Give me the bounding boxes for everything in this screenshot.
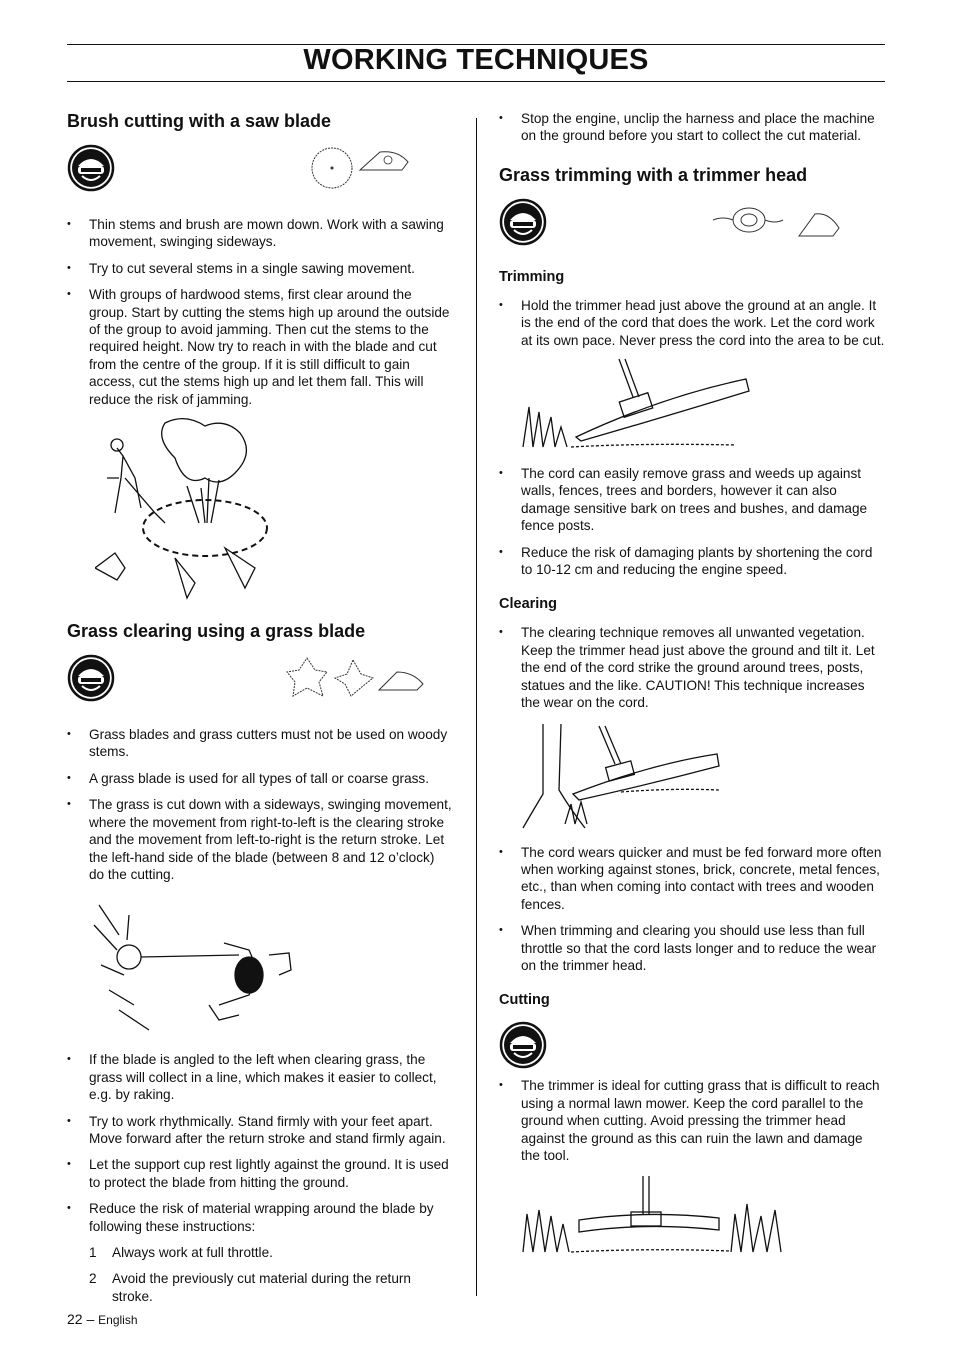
equipment-icons	[499, 1021, 885, 1069]
subheading-trimming: Trimming	[499, 268, 565, 285]
protective-gear-icon	[499, 198, 547, 246]
cutting-list	[499, 1077, 885, 1164]
page-number: 22	[67, 1311, 83, 1327]
step-item: 2 Avoid the previously cut material during the return stroke.	[89, 1271, 411, 1304]
list-item: • When trimming and clearing you should use less than full throttle so that the cord lasts longer and to reduce the wear on the trimmer head.	[499, 922, 885, 974]
list-item: • With groups of hardwood stems, first clear around the group. Start by cutting the stems high up around the outside of the group to avoid jamming. Then cut the stems to the required height. Now try to reach in with the blade and cut from the centre of the group. If it is still difficult to gain access, cut the stems high up and let them fall. This will reduce the risk of jamming.	[67, 286, 453, 408]
section-heading-brush-cutting: Brush cutting with a saw blade	[67, 111, 332, 131]
list-item: • Reduce the risk of material wrapping around the blade by following these instructions:	[67, 1200, 453, 1235]
footer-language: English	[98, 1313, 138, 1327]
clearing-illustration	[521, 724, 721, 830]
trimmer-head-icon	[711, 202, 841, 242]
equipment-icons	[67, 654, 453, 706]
column-divider	[476, 118, 477, 1296]
subheading-cutting: Cutting	[499, 992, 550, 1009]
list-item: • Thin stems and brush are mown down. Work with a sawing movement, swinging sideways.	[67, 216, 453, 251]
list-item: • The trimmer is ideal for cutting grass that is difficult to reach using a normal lawn mower. Keep the cord parallel to the ground when cutting. Avoid pressing the trimmer head against the ground as this can ruin the lawn and damage the tool.	[499, 1077, 885, 1164]
clearing-list	[499, 624, 885, 711]
protective-gear-icon	[67, 144, 115, 192]
equipment-icons	[499, 198, 885, 250]
list-item: • Grass blades and grass cutters must not be used on woody stems.	[67, 726, 453, 761]
list-item: • Reduce the risk of damaging plants by shortening the cord to 10-12 cm and reducing the engine speed.	[499, 544, 885, 579]
header-bottom-rule	[67, 81, 885, 82]
list-item: • Let the support cup rest lightly against the ground. It is used to protect the blade from hitting the ground.	[67, 1156, 453, 1191]
page-footer	[67, 1311, 138, 1327]
right-column	[499, 110, 885, 1254]
list-item: • A grass blade is used for all types of tall or coarse grass.	[67, 770, 453, 787]
list-item: • Try to work rhythmically. Stand firmly with your feet apart. Move forward after the return stroke and stand firmly again.	[67, 1113, 453, 1148]
saw-blade-icon	[310, 146, 410, 190]
section-heading-trimmer-head: Grass trimming with a trimmer head	[499, 164, 808, 185]
list-item: • The cord wears quicker and must be fed forward more often when working against stones, brick, concrete, metal fences, etc., than when coming into contact with trees and wooden fences.	[499, 844, 885, 914]
subheading-clearing: Clearing	[499, 596, 558, 613]
trimming-illustration	[521, 357, 751, 449]
trimming-list-continued	[499, 465, 885, 578]
grass-clearing-illustration	[89, 895, 299, 1035]
list-item: • Stop the engine, unclip the harness and place the machine on the ground before you start to collect the cut material.	[499, 110, 885, 145]
list-item: • Hold the trimmer head just above the ground at an angle. It is the end of the cord that does the work. Let the cord work at its own pace. Never press the cord into the area to be cut.	[499, 297, 885, 349]
grass-blade-list-continued	[67, 1051, 453, 1235]
clearing-list-continued	[499, 844, 885, 975]
list-item: • The clearing technique removes all unwanted vegetation. Keep the trimmer head just above the ground and tilt it. Let the end of the cord strike the ground around trees, posts, statues and the like. CAUTION! This technique increases the wear on the cord.	[499, 624, 885, 711]
list-item: • The grass is cut down with a sideways, swinging movement, where the movement from right-to-left is the clearing stroke and the movement from left-to-right is the return stroke. Let the left-hand side of the blade (between 8 and 12 o’clock) do the cutting.	[67, 796, 453, 883]
step-item: 1 Always work at full throttle.	[89, 1244, 273, 1260]
protective-gear-icon	[499, 1021, 547, 1069]
list-item: • The cord can easily remove grass and weeds up against walls, fences, trees and borders, however it can also damage sensitive bark on trees and bushes, and damage fence posts.	[499, 465, 885, 535]
collect-material-list	[499, 110, 885, 145]
grass-blade-icon	[285, 656, 425, 700]
page-title: WORKING TECHNIQUES	[303, 44, 649, 76]
brush-cutting-list	[67, 216, 453, 408]
left-column	[67, 110, 453, 1305]
footer-dash: –	[86, 1311, 95, 1327]
list-item: • Try to cut several stems in a single sawing movement.	[67, 260, 453, 277]
instruction-steps	[67, 1244, 453, 1305]
list-item: • If the blade is angled to the left when clearing grass, the grass will collect in a line, which makes it easier to collect, e.g. by raking.	[67, 1051, 453, 1103]
section-heading-grass-blade: Grass clearing using a grass blade	[67, 621, 366, 642]
brush-cutting-illustration	[95, 418, 275, 608]
trimming-list	[499, 297, 885, 349]
protective-gear-icon	[67, 654, 115, 702]
equipment-icons	[67, 144, 453, 196]
cutting-illustration	[521, 1174, 789, 1254]
grass-blade-list	[67, 726, 453, 883]
